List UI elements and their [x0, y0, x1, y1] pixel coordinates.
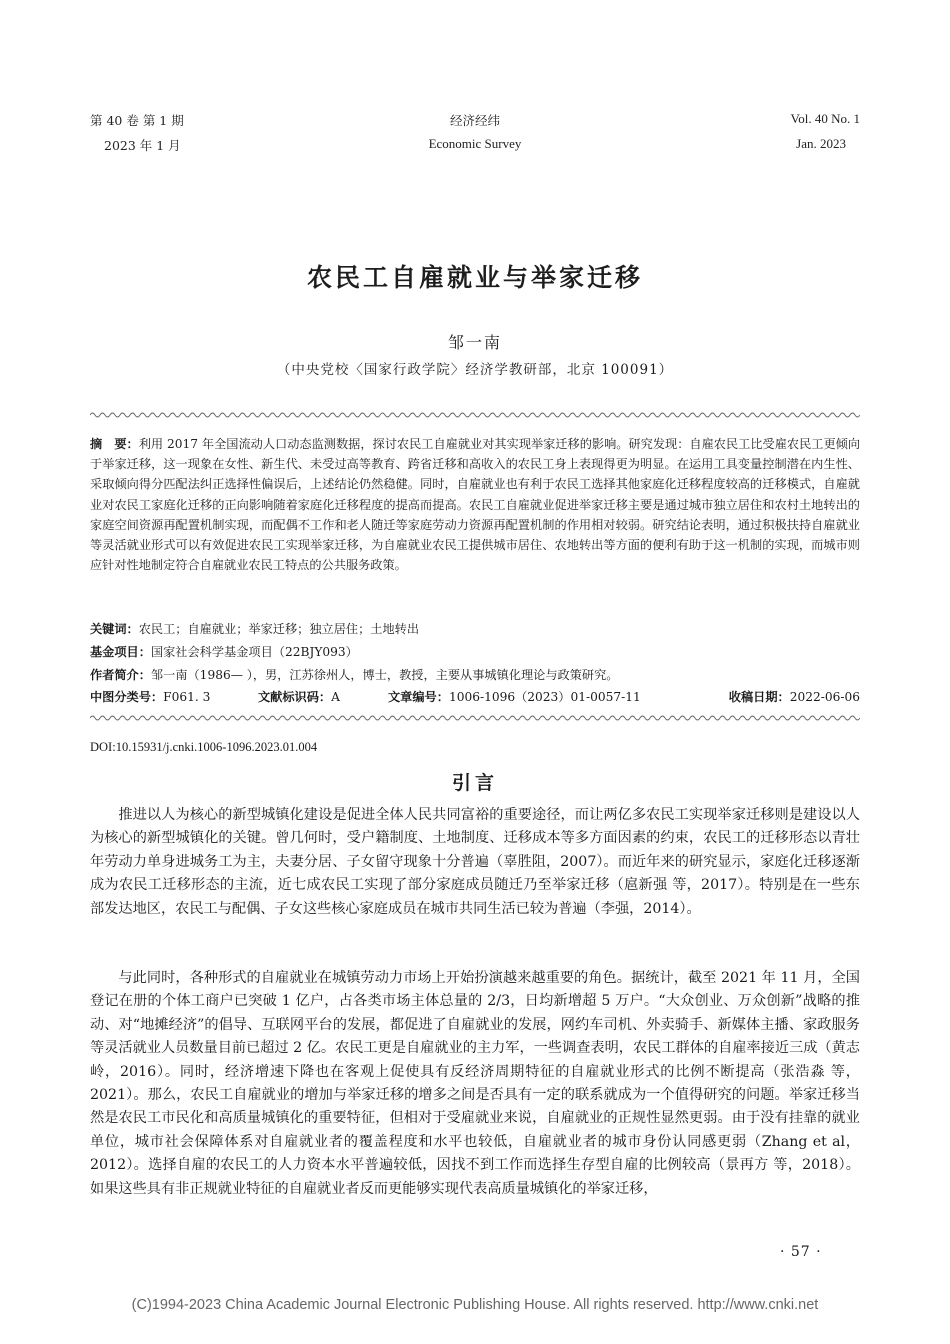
received-date: 收稿日期：2022-06-06	[728, 690, 860, 704]
abstract-text: 利用 2017 年全国流动人口动态监测数据，探讨农民工自雇就业对其实现举家迁移的影响。研究发现：自雇农民工比受雇农民工更倾向于举家迁移，这一现象在女性、新生代、未受过高等教育、跨省迁移和高收入的农民工身上表现得更为明显。在运用工具变量控制潜在内生性、采取倾向得分匹配法纠正选择性偏误后，上述结论仍然稳健。同时，自雇就业也有利于农民工选择其他家庭化迁移程度较高的迁移模式，自雇就业对农民工家庭化迁移的正向影响随着家庭化迁移程度的提高而提高。农民工自雇就业促进举家迁移主要是通过城市独立居住和农村土地转出的家庭空间资源再配置机制实现，而配偶不工作和老人随迁等家庭劳动力资源再配置机制的作用相对较弱。研究结论表明，通过积极扶持自雇就业等灵活就业形式可以有效促进农民工实现举家迁移，为自雇就业农民工提供城市居住、农地转出等方面的便利有助于这一机制的实现，而城市则应针对性地制定符合自雇就业农民工特点的公共服务政策。	[90, 437, 861, 573]
body-paragraph-2: 与此同时，各种形式的自雇就业在城镇劳动力市场上开始扮演越来越重要的角色。据统计，截至 2021 年 11 月，全国登记在册的个体工商户已突破 1 亿户，占各类市场主体总量的 2/3，日均新增超 5 万户。“大众创业、万众创新”战略的推动、对“地摊经济”的倡导、互联网平台的发展，都促进了自雇就业的发展，网约车司机、外卖骑手、新媒体主播、家政服务等灵活就业人员数量目前已超过 2 亿。农民工更是自雇就业的主力军，一些调查表明，农民工群体的自雇率接近三成（黄志岭，2016）。同时，经济增速下降也在客观上促使具有反经济周期特征的自雇就业形式的比例不断提高（张浩淼 等，2021）。那么，农民工自雇就业的增加与举家迁移的增多之间是否具有一定的联系就成为一个值得研究的问题。举家迁移当然是农民工市民化和高质量城镇化的重要特征，但相对于受雇就业来说，自雇就业的正规性显然更弱。由于没有挂靠的就业单位，城市社会保障体系对自雇就业者的覆盖程度和水平也较低，自雇就业者的城市身份认同感更弱（Zhang et al，2012）。选择自雇的农民工的人力资本水平普遍较低，因找不到工作而选择生存型自雇的比例较高（景再方 等，2018）。如果这些具有非正规就业特征的自雇就业者反而更能够实现代表高质量城镇化的举家迁移，	[90, 970, 860, 1197]
article-title: 农民工自雇就业与举家迁移	[306, 263, 643, 292]
body-paragraph-1: 推进以人为核心的新型城镇化建设是促进全体人民共同富裕的重要途径，而让两亿多农民工实现举家迁移则是建设以人为核心的新型城镇化的关键。曾几何时，受户籍制度、土地制度、迁移成本等多方面因素的约束，农民工的迁移形态以青壮年劳动力单身进城务工为主，夫妻分居、子女留守现象十分普遍（辜胜阻，2007）。而近年来的研究显示，家庭化迁移逐渐成为农民工迁移形态的主流，近七成农民工实现了部分家庭成员随迁乃至举家迁移（扈新强 等，2017）。特别是在一些东部发达地区，农民工与配偶、子女这些核心家庭成员在城市共同生活已较为普遍（李强，2014）。	[90, 807, 860, 917]
author-bio	[90, 666, 860, 684]
copyright-footer: (C)1994-2023 China Academic Journal Electronic Publishing House. All rights reserved. http://www.cnki.net	[131, 1297, 819, 1313]
header-volume-issue-cn: 第 40 卷 第 1 期	[90, 113, 184, 128]
header-date-cn: 2023 年 1 月	[104, 138, 181, 153]
abstract-label: 摘 要：	[90, 437, 139, 451]
keywords	[90, 620, 860, 638]
article-author: 邹一南	[447, 333, 502, 352]
header-date-en: Jan. 2023	[796, 136, 846, 151]
classification-row	[90, 688, 860, 706]
bio-label: 作者简介：	[90, 668, 151, 682]
article-affiliation: （中央党校〈国家行政学院〉经济学教研部，北京 100091）	[276, 362, 674, 378]
clc: 中图分类号：F061. 3	[90, 690, 211, 704]
fund-text: 国家社会科学基金项目（22BJY093）	[150, 645, 358, 659]
keywords-text: 农民工；自雇就业；举家迁移；独立居住；土地转出	[138, 622, 420, 636]
decorative-rule-bottom	[90, 714, 860, 722]
section-heading: 引言	[451, 772, 498, 794]
header-journal-en: Economic Survey	[428, 136, 522, 151]
decorative-rule-top	[90, 411, 860, 419]
fund-label: 基金项目：	[90, 645, 151, 659]
bio-text: 邹一南（1986— ），男，江苏徐州人，博士，教授，主要从事城镇化理论与政策研究。	[150, 668, 619, 682]
header-volume-issue-en: Vol. 40 No. 1	[790, 111, 860, 126]
abstract	[90, 434, 860, 575]
doi: DOI:10.15931/j.cnki.1006-1096.2023.01.004	[90, 740, 318, 754]
keywords-label: 关键词：	[90, 622, 139, 636]
article-number: 文章编号：1006-1096（2023）01-0057-11	[388, 690, 641, 704]
page-number: · 57 ·	[780, 1244, 822, 1260]
doc-code: 文献标识码：A	[258, 690, 340, 704]
fund	[90, 643, 860, 661]
header-journal-cn: 经济经纬	[449, 113, 500, 128]
